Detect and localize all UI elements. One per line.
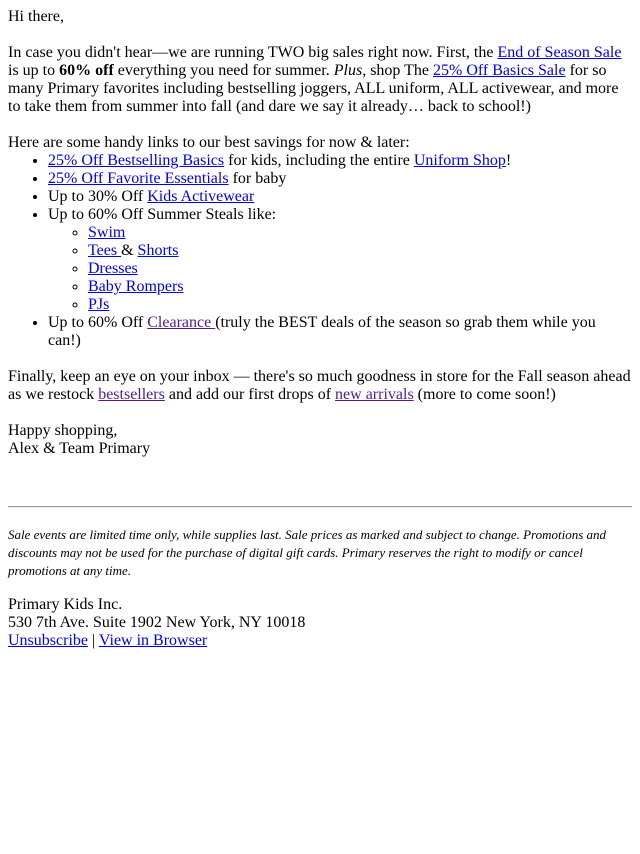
list-item-text: Up to 60% Off [48,314,148,331]
list-item [48,152,632,170]
sublist-item [88,296,632,314]
end-of-season-sale-link[interactable]: End of Season Sale [497,44,622,61]
savings-list [8,152,632,350]
sublist-item [88,278,632,296]
legal-disclaimer: Sale events are limited time only, while supplies last. Sale prices as marked and subject to change. Promotions and discounts may not be used for the purchase of digital gift cards. Primary reserves the right to modify or cancel promotions at any time. [8,527,607,578]
shorts-link[interactable]: Shorts [137,242,179,259]
list-item-text: Up to 30% Off [48,188,148,205]
footer-divider [8,506,632,508]
finally-text-2: and add our first drops of [164,386,336,403]
sublist-item [88,260,632,278]
list-item [48,170,632,188]
baby-rompers-link[interactable]: Baby Rompers [88,278,184,295]
swim-link[interactable]: Swim [88,224,126,241]
intro-italic-plus: Plus [333,62,363,79]
list-item-text: for baby [228,170,287,187]
signoff-line-2: Alex & Team Primary [8,440,151,457]
pjs-link[interactable]: PJs [88,296,110,313]
list-item [48,314,632,350]
view-in-browser-link[interactable]: View in Browser [98,632,208,649]
greeting: Hi there, [8,8,64,25]
sublist-item [88,242,632,260]
intro-text-4: , shop The [362,62,433,79]
favorite-essentials-link[interactable]: 25% Off Favorite Essentials [48,170,229,187]
list-item-end: (truly the BEST deals of the season so grab them while you can!) [48,314,596,349]
bestsellers-link[interactable]: bestsellers [98,386,165,403]
kids-activewear-link[interactable]: Kids Activewear [147,188,255,205]
intro-text-3: everything you need for summer. [113,62,334,79]
finally-text-3: (more to come soon!) [413,386,556,403]
dresses-link[interactable]: Dresses [88,260,138,277]
list-item-text: for kids, including the entire [224,152,414,169]
list-item [48,188,632,206]
intro-bold-discount: 60% off [59,62,114,79]
intro-text-2: is up to [8,62,60,79]
finally-paragraph [8,368,632,404]
unsubscribe-link[interactable]: Unsubscribe [8,632,88,649]
spacer [8,458,632,506]
basics-sale-link[interactable]: 25% Off Basics Sale [433,62,566,79]
ampersand: & [121,242,138,259]
company-name: Primary Kids Inc. [8,596,123,613]
new-arrivals-link[interactable]: new arrivals [335,386,414,403]
bestselling-basics-link[interactable]: 25% Off Bestselling Basics [48,152,225,169]
links-intro: Here are some handy links to our best savings for now & later: [8,134,410,151]
summer-steals-sublist [48,224,632,314]
uniform-shop-link[interactable]: Uniform Shop [413,152,506,169]
tees-link[interactable]: Tees [88,242,122,259]
sublist-item [88,224,632,242]
list-item-text: Up to 60% Off Summer Steals like: [48,206,277,223]
footer-separator: | [87,632,99,649]
signoff-line-1: Happy shopping, [8,422,118,439]
intro-text-1: In case you didn't hear—we are running TWO big sales right now. First, the [8,44,498,61]
company-address: 530 7th Ave. Suite 1902 New York, NY 10018 [8,614,306,631]
footer-links [8,632,632,650]
finally-text-1: Finally, keep an eye on your inbox — there's so much goodness in store for the Fall season ahead as we restock [8,368,631,403]
list-item-end: ! [505,152,512,169]
footer [8,596,632,650]
intro-text-5: for so many Primary favorites including bestselling joggers, ALL uniform, ALL activewear, and more to take them from summer into fall (and dare we say it already… back to school!) [8,62,619,115]
clearance-link[interactable]: Clearance [147,314,216,331]
signoff [8,422,632,458]
intro-paragraph [8,44,632,116]
list-item [48,206,632,314]
